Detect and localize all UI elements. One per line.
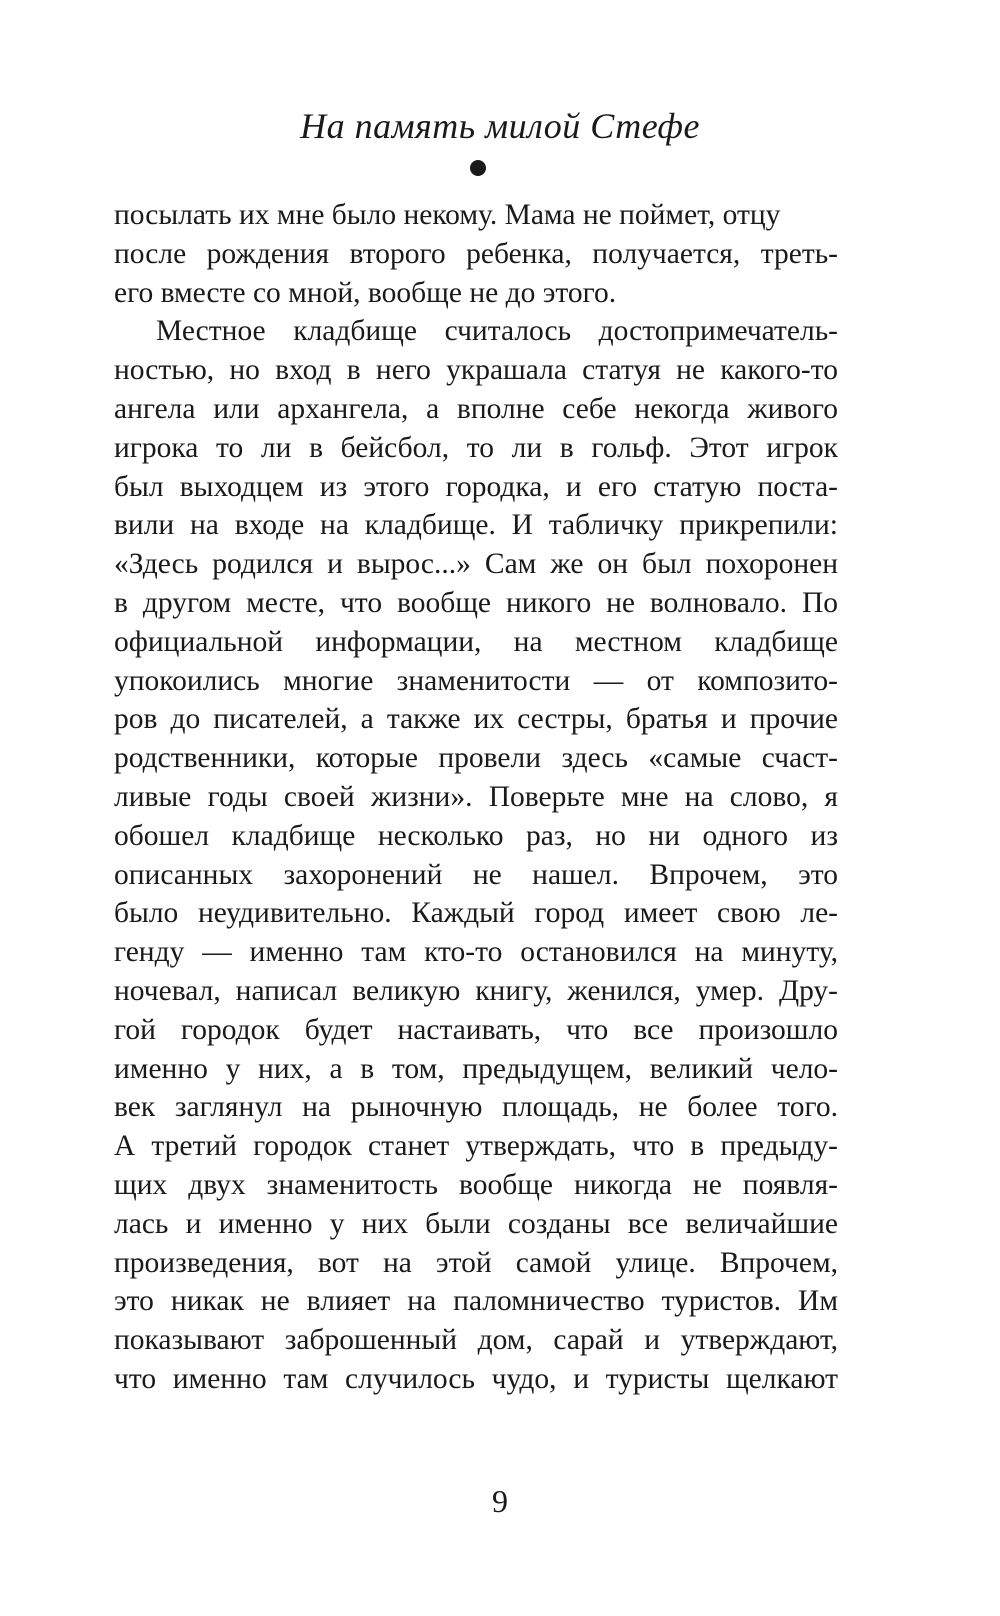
text-line: в другом месте, что вообще никого не волновало. По <box>114 586 838 619</box>
text-line: что именно там случилось чудо, и туристы щелкают <box>114 1362 838 1395</box>
text-line: после рождения второго ребенка, получается, треть- <box>114 237 838 270</box>
text-line: гой городок будет настаивать, что все произошло <box>114 1013 838 1046</box>
running-head: На память милой Стефе <box>300 106 700 146</box>
text-line: А третий городок станет утверждать, что в предыду- <box>114 1130 838 1163</box>
text-line: ров до писателей, а также их сестры, братья и прочие <box>114 703 838 736</box>
text-line: «Здесь родился и вырос...» Сам же он был похоронен <box>114 548 838 581</box>
text-line: генду — именно там кто-то остановился на минуту, <box>114 936 838 969</box>
text-line: официальной информации, на местном кладбище <box>114 625 838 658</box>
text-line: век заглянул на рыночную площадь, не более того. <box>114 1091 838 1124</box>
text-line: ангела или архангела, а вполне себе некогда живого <box>114 392 838 425</box>
text-line: игрока то ли в бейсбол, то ли в гольф. Этот игрок <box>114 431 838 464</box>
text-line: лась и именно у них были созданы все величайшие <box>114 1207 838 1240</box>
body-text <box>114 196 838 1399</box>
bullet-ornament <box>470 160 486 176</box>
text-line: Местное кладбище считалось достопримечатель- <box>156 315 838 348</box>
text-line: упокоились многие знаменитости — от композито- <box>114 664 838 697</box>
text-line: ностью, но вход в него украшала статуя не какого-то <box>114 354 838 387</box>
text-line: его вместе со мной, вообще не до этого. <box>114 276 617 309</box>
page-number: 9 <box>492 1483 508 1519</box>
text-line: ночевал, написал великую книгу, женился, умер. Дру- <box>114 974 838 1007</box>
text-line: произведения, вот на этой самой улице. Впрочем, <box>114 1246 838 1279</box>
text-line: был выходцем из этого городка, и его статую поста- <box>114 470 838 503</box>
text-line: было неудивительно. Каждый город имеет свою ле- <box>114 897 838 930</box>
text-line: вили на входе на кладбище. И табличку прикрепили: <box>114 509 838 542</box>
text-line: описанных захоронений не нашел. Впрочем, это <box>114 858 838 891</box>
text-line: родственники, которые провели здесь «самые счаст- <box>114 742 838 775</box>
text-line: ливые годы своей жизни». Поверьте мне на слово, я <box>114 780 838 813</box>
text-line: посылать их мне было некому. Мама не поймет, отцу <box>114 199 781 231</box>
text-line: это никак не влияет на паломничество туристов. Им <box>114 1285 838 1318</box>
text-line: именно у них, а в том, предыдущем, великий чело- <box>114 1052 838 1085</box>
text-line: показывают заброшенный дом, сарай и утверждают, <box>114 1324 838 1357</box>
text-line: обошел кладбище несколько раз, но ни одного из <box>114 819 838 852</box>
text-line: щих двух знаменитость вообще никогда не появля- <box>114 1168 838 1201</box>
